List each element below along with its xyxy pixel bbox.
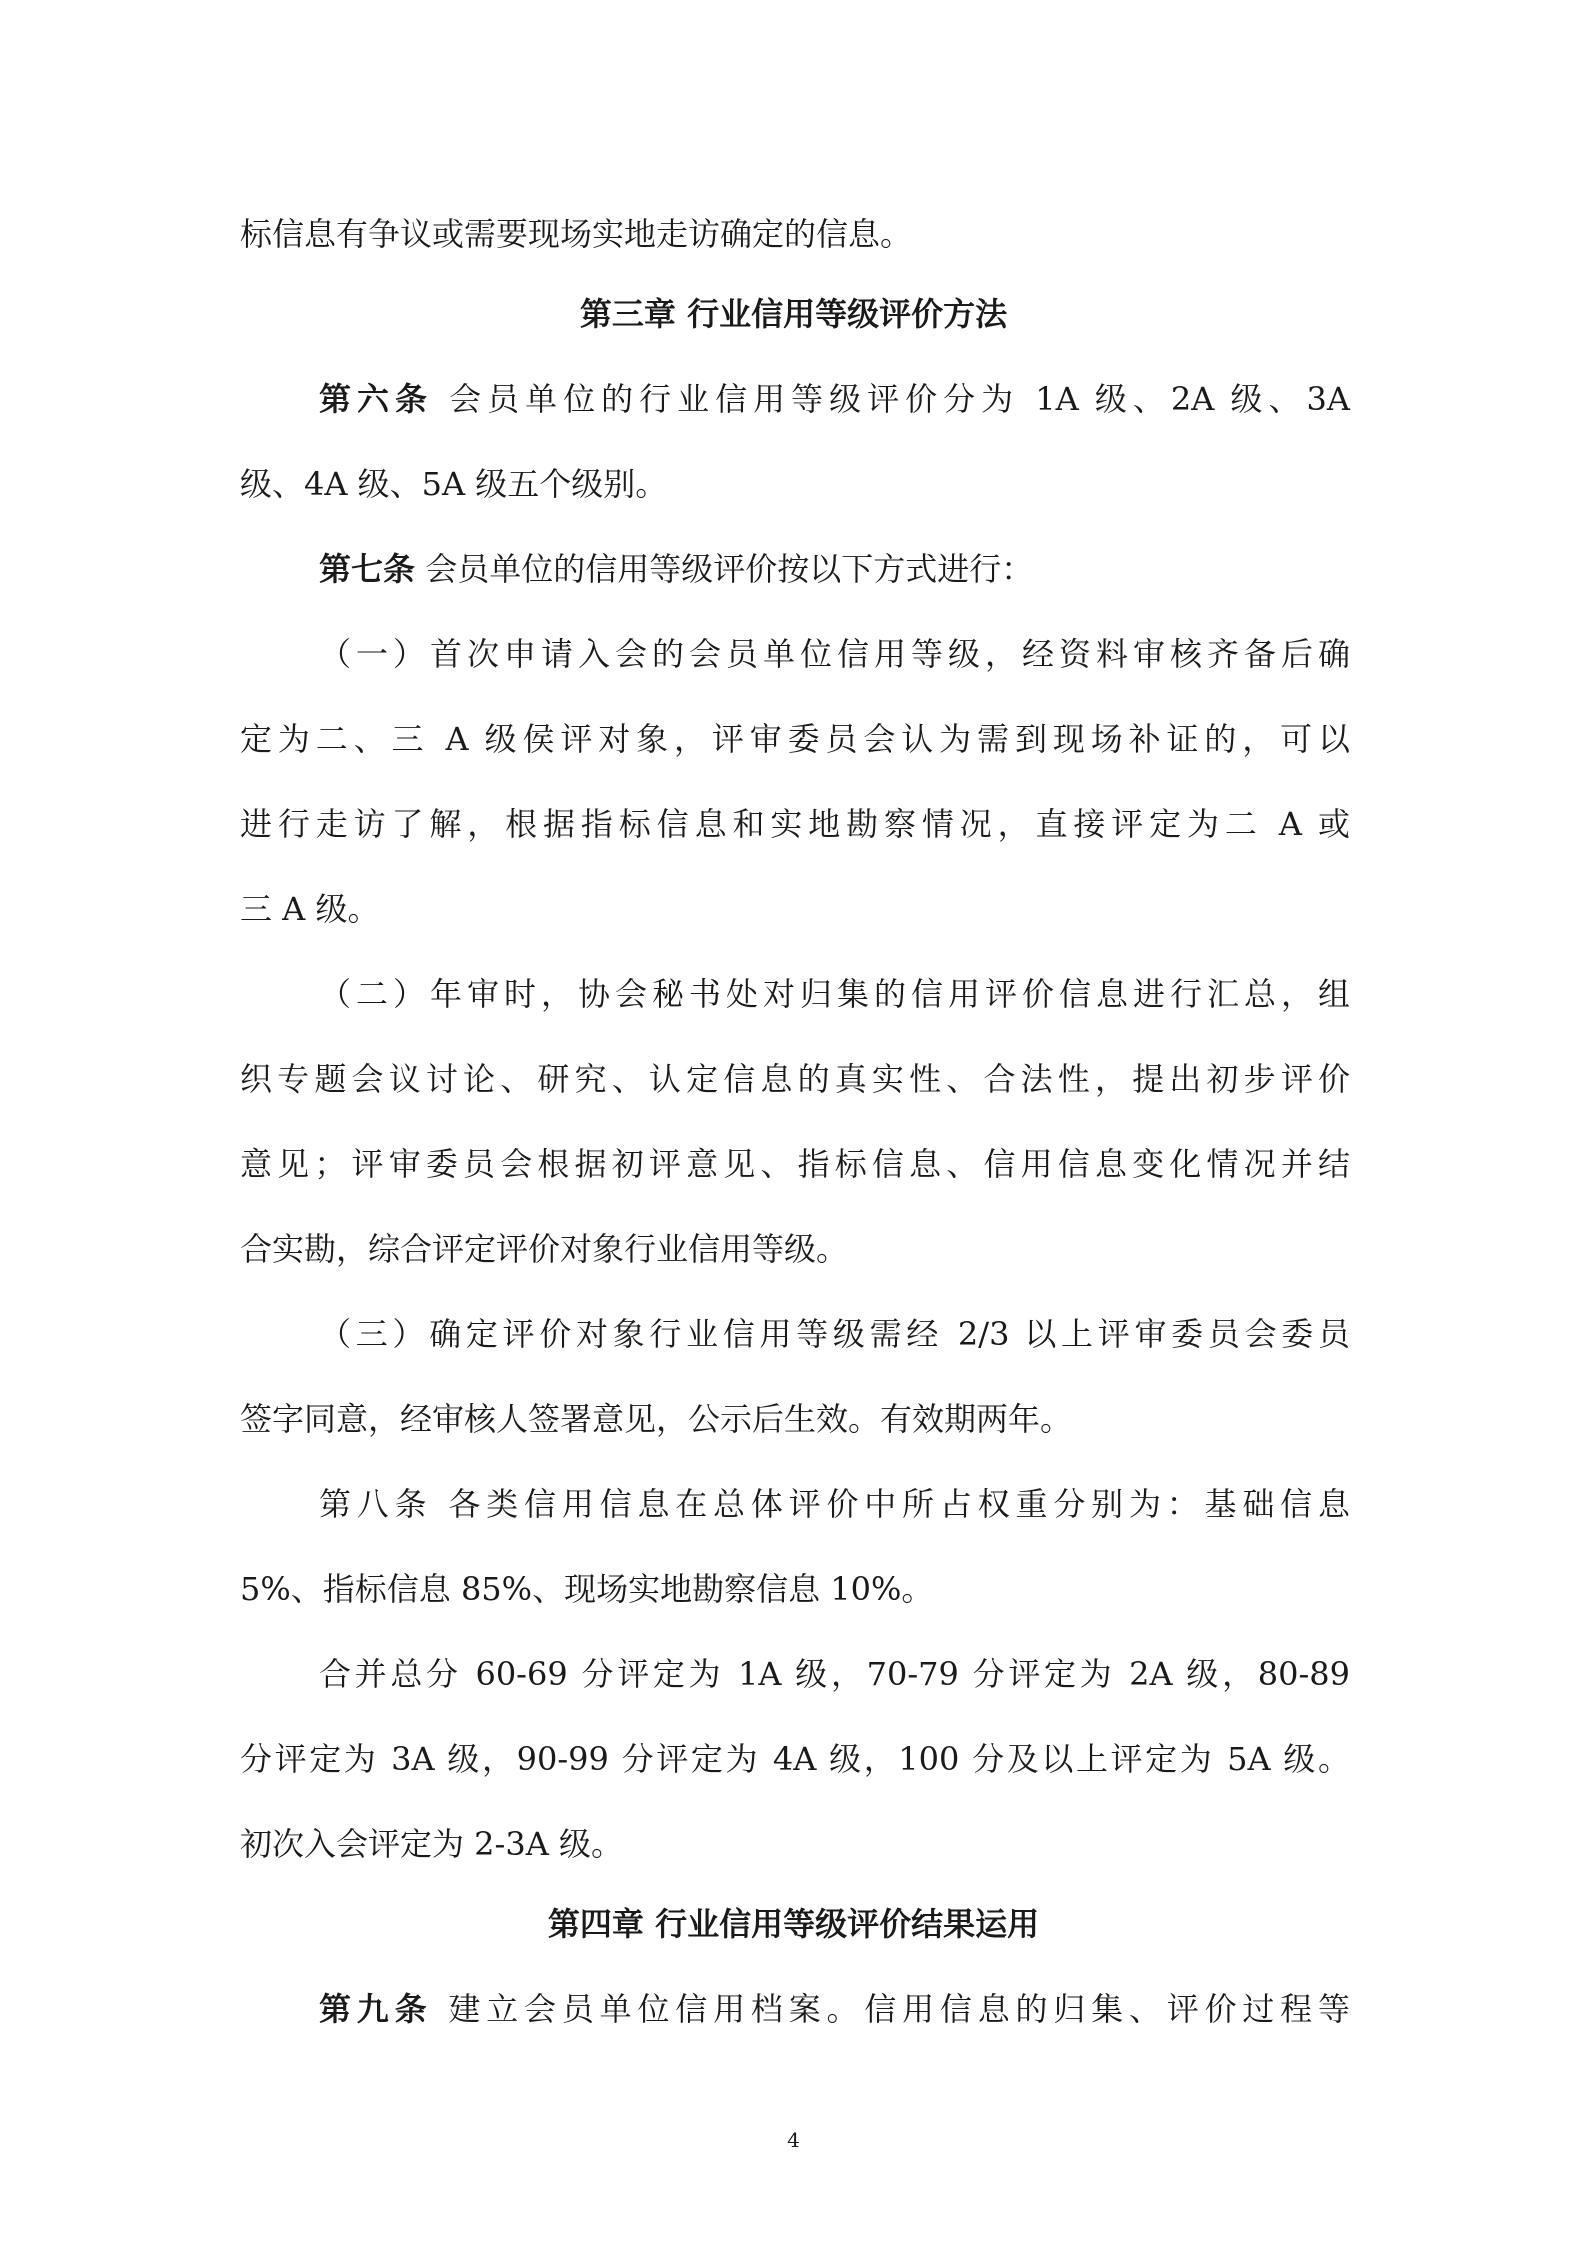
article-9-line-1 xyxy=(319,1989,1350,2029)
item-2-line-3: 意见；评审委员会根据初评意见、指标信息、信用信息变化情况并结 xyxy=(240,1145,1350,1183)
paragraph-line: 标信息有争议或需要现场实地走访确定的信息。 xyxy=(240,215,913,253)
page-number: 4 xyxy=(787,2128,800,2152)
score-line-1: 合并总分 60-69 分评定为 1A 级，70-79 分评定为 2A 级，80-89 xyxy=(319,1655,1350,1693)
article-6-label: 第六条 xyxy=(319,380,433,418)
item-2-line-4: 合实勘，综合评定评价对象行业信用等级。 xyxy=(240,1230,849,1268)
item-2-line-2: 织专题会议讨论、研究、认定信息的真实性、合法性，提出初步评价 xyxy=(240,1060,1350,1098)
item-1-line-2: 定为二、三 A 级侯评对象，评审委员会认为需到现场补证的，可以 xyxy=(240,720,1350,758)
article-6-line-1 xyxy=(319,379,1350,419)
item-1-line-1: （一）首次申请入会的会员单位信用等级，经资料审核齐备后确 xyxy=(319,635,1350,673)
score-line-3: 初次入会评定为 2-3A 级。 xyxy=(240,1825,623,1863)
chapter-4-heading: 第四章 行业信用等级评价结果运用 xyxy=(547,1905,1040,1943)
article-7-line-1 xyxy=(319,549,1350,589)
article-6-line-2: 级、4A 级、5A 级五个级别。 xyxy=(240,465,668,503)
article-7-label: 第七条 xyxy=(319,550,416,588)
item-2-line-1: （二）年审时，协会秘书处对归集的信用评价信息进行汇总，组 xyxy=(319,975,1350,1013)
item-1-line-4: 三 A 级。 xyxy=(240,890,380,928)
item-3-line-1: （三）确定评价对象行业信用等级需经 2/3 以上评审委员会委员 xyxy=(319,1315,1350,1353)
article-6-text: 会员单位的行业信用等级评价分为 1A 级、2A 级、3A xyxy=(449,380,1350,418)
chapter-3-heading: 第三章 行业信用等级评价方法 xyxy=(579,295,1008,333)
article-9-text: 建立会员单位信用档案。信用信息的归集、评价过程等 xyxy=(448,1990,1350,2028)
item-3-line-2: 签字同意，经审核人签署意见，公示后生效。有效期两年。 xyxy=(240,1400,1073,1438)
score-line-2: 分评定为 3A 级，90-99 分评定为 4A 级，100 分及以上评定为 5A 级。 xyxy=(240,1740,1350,1778)
article-9-label: 第九条 xyxy=(319,1990,433,2028)
article-8-line-1: 第八条 各类信用信息在总体评价中所占权重分别为：基础信息 xyxy=(319,1485,1350,1523)
article-7-text: 会员单位的信用等级评价按以下方式进行： xyxy=(425,550,1034,588)
article-8-line-2: 5%、指标信息 85%、现场实地勘察信息 10%。 xyxy=(240,1570,934,1608)
item-1-line-3: 进行走访了解，根据指标信息和实地勘察情况，直接评定为二 A 或 xyxy=(240,805,1350,843)
